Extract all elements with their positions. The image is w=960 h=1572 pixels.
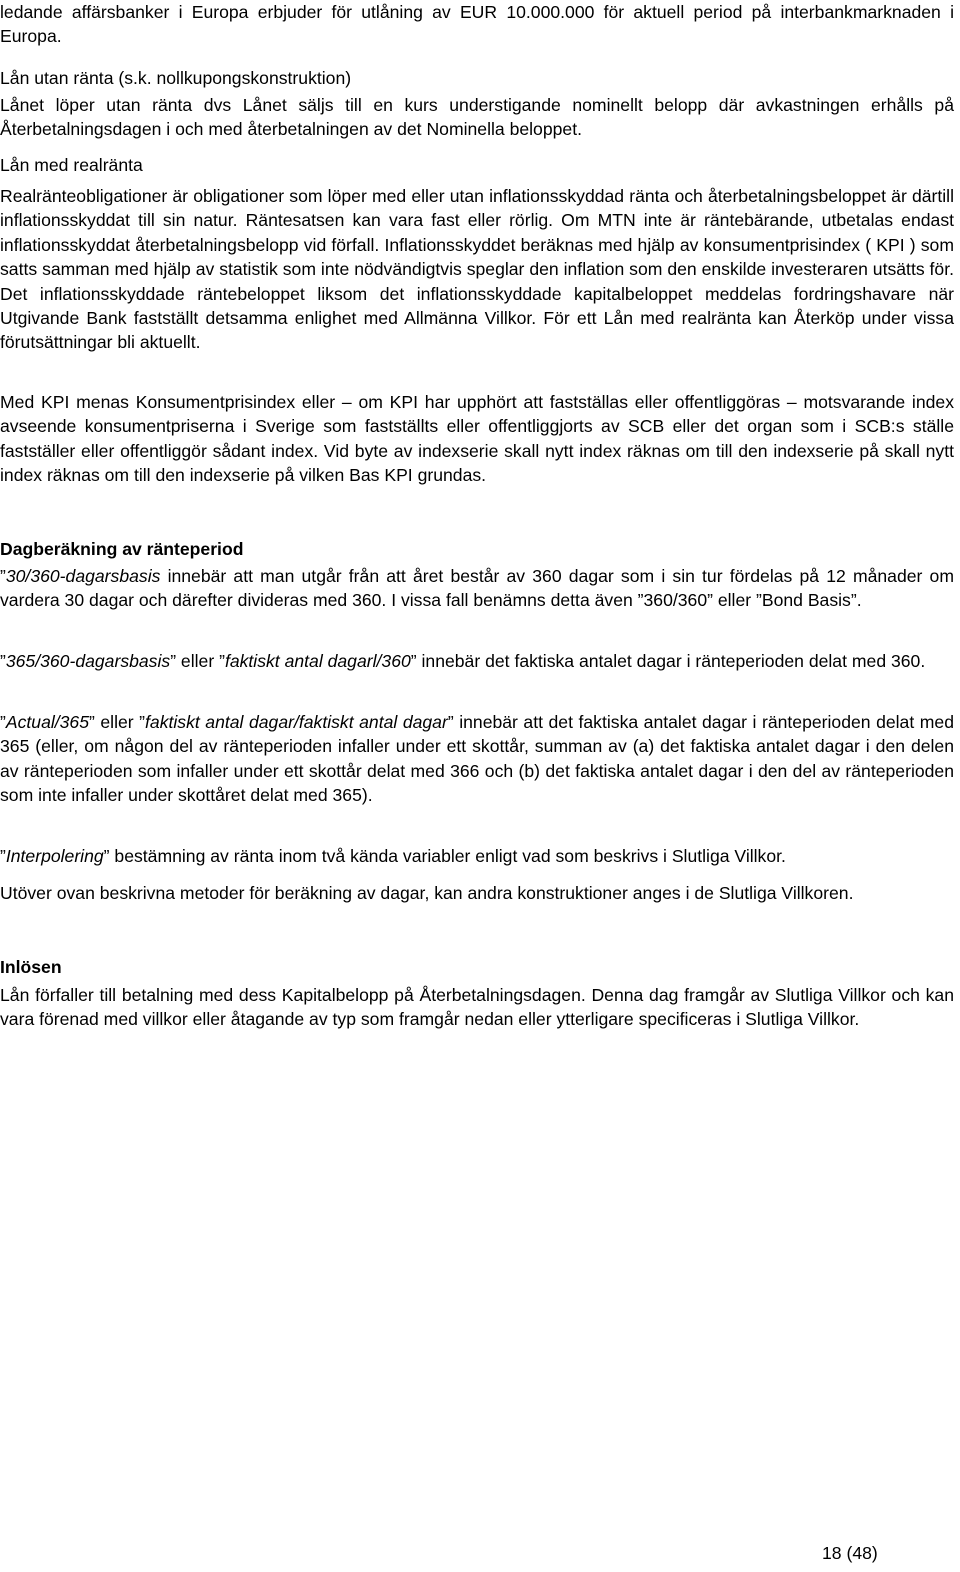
open-quote: ” xyxy=(0,712,6,732)
zero-coupon-paragraph: Lånet löper utan ränta dvs Lånet säljs till en kurs understigande nominellt belopp där avkastningen erhålls på Återbetalningsdagen i och med återbetalningen av det Nominella beloppet. xyxy=(0,95,954,140)
quote-separator: ” eller ” xyxy=(170,651,225,671)
real-interest-heading: Lån med realränta xyxy=(0,155,143,175)
quote-separator: ” eller ” xyxy=(89,712,146,732)
term-actual-360: faktiskt antal dagarl/360 xyxy=(224,651,411,671)
other-methods-paragraph: Utöver ovan beskrivna metoder för beräkning av dagar, kan andra konstruktioner anges i de Slutliga Villkoren. xyxy=(0,883,854,903)
page-number: 18 (48) xyxy=(822,1543,878,1563)
term-365-360: 365/360-dagarsbasis xyxy=(5,651,171,671)
term-30-360-description: innebär att man utgår från att året består av 360 dagar som i sin tur fördelas på 12 månader om vardera 30 dagar och därefter divideras med 360. I vissa fall benämns detta även ”360/360” eller ”Bond Basis”. xyxy=(0,566,954,611)
interpolation-description: ” bestämning av ränta inom två kända variabler enligt vad som beskrivs i Slutliga Villkor. xyxy=(103,846,786,866)
real-interest-paragraph: Realränteobligationer är obligationer som löper med eller utan inflationsskyddad ränta och återbetalningsbeloppet är därtill inflationsskyddat till sin natur. Räntesatsen kan vara fast eller rörlig. Om MTN inte är räntebärande, utbetalas endast inflationsskyddat återbetalningsbelopp vid förfall. Inflationsskyddet beräknas med hjälp av konsumentprisindex ( KPI ) som satts samman med hjälp av statistik som inte nödvändigtvis speglar den inflation som den enskilde investeraren utsätts för. Det inflationsskyddade räntebeloppet liksom det inflationsskyddade kapitalbeloppet meddelas fordringshavare när Utgivande Bank fastställt detsamma enlighet med Allmänna Villkor. För ett Lån med realränta kan Återköp under vissa förutsättningar bli aktuellt. xyxy=(0,186,954,353)
day-count-actual-365-paragraph xyxy=(0,710,954,808)
term-actual-actual: faktiskt antal dagar/faktiskt antal dagar xyxy=(145,712,448,732)
term-30-360: 30/360-dagarsbasis xyxy=(5,566,161,586)
interpolation-paragraph xyxy=(0,844,954,868)
intro-paragraph: ledande affärsbanker i Europa erbjuder för utlåning av EUR 10.000.000 för aktuell period på interbankmarknaden i Europa. xyxy=(0,2,954,47)
term-actual-365-description: ” innebär att det faktiska antalet dagar i ränteperioden delat med 365 (eller, om någon del av ränteperioden infaller under ett skottår, summan av (a) det faktiska antalet dagar i den delen av ränteperioden som infaller under ett skottår delat med 366 och (b) det faktiska antalet dagar i den del av ränteperioden som inte infaller under skottåret delat med 365). xyxy=(0,712,954,806)
day-count-heading: Dagberäkning av ränteperiod xyxy=(0,539,244,559)
day-count-365-360-paragraph xyxy=(0,649,954,673)
day-count-30-360-paragraph xyxy=(0,564,954,613)
open-quote: ” xyxy=(0,651,6,671)
redemption-heading: Inlösen xyxy=(0,957,62,977)
kpi-paragraph: Med KPI menas Konsumentprisindex eller – om KPI har upphört att fastställas eller offentliggöras – motsvarande index avseende konsumentpriserna i Sverige som fastställts eller offentliggjorts av SCB eller det organ som i SCB:s ställe fastställer eller offentliggör sådant index. Vid byte av indexserie skall nytt index räknas om till den indexserie på skall nytt index räknas om till den indexserie på vilken Bas KPI grundas. xyxy=(0,392,954,486)
open-quote: ” xyxy=(0,846,6,866)
zero-coupon-heading: Lån utan ränta (s.k. nollkupongskonstruktion) xyxy=(0,68,352,88)
open-quote: ” xyxy=(0,566,6,586)
term-365-360-description: ” innebär det faktiska antalet dagar i ränteperioden delat med 360. xyxy=(410,651,926,671)
term-actual-365: Actual/365 xyxy=(5,712,90,732)
redemption-paragraph: Lån förfaller till betalning med dess Kapitalbelopp på Återbetalningsdagen. Denna dag framgår av Slutliga Villkor och kan vara förenad med villkor eller åtagande av typ som framgår nedan eller ytterligare specificeras i Slutliga Villkor. xyxy=(0,985,954,1030)
term-interpolation: Interpolering xyxy=(5,846,104,866)
